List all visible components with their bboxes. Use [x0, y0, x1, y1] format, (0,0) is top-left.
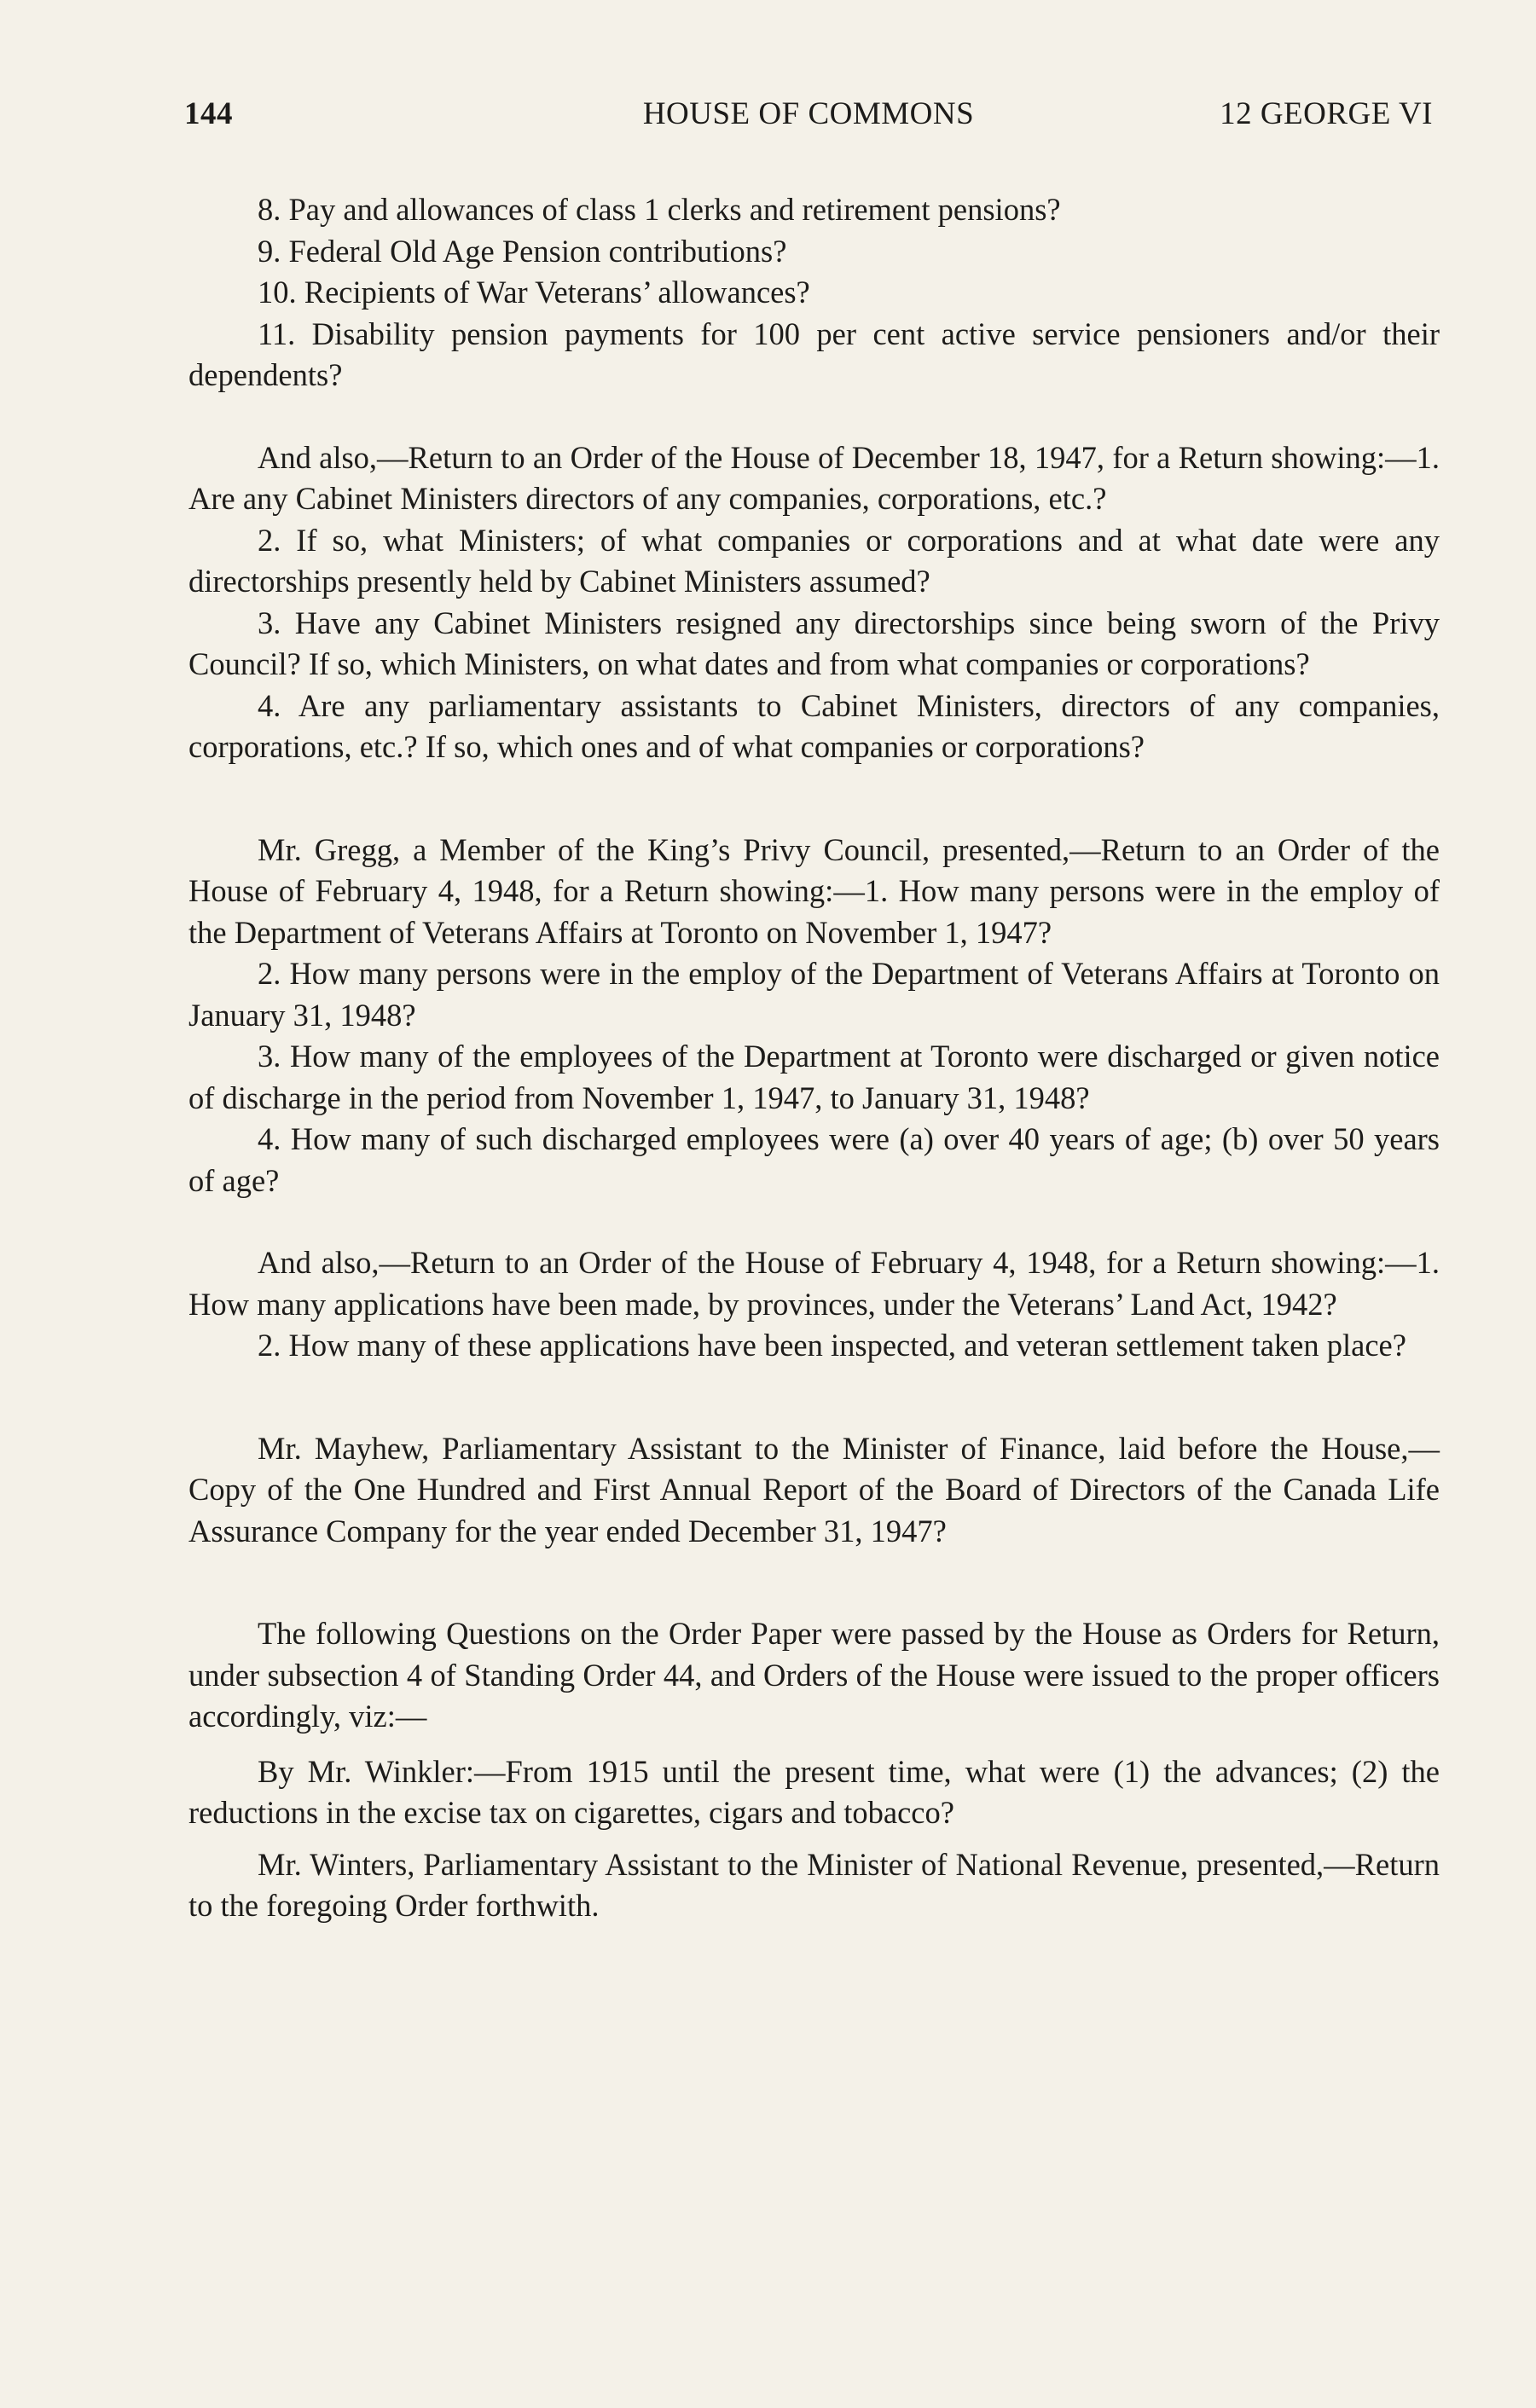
question-item: 2. How many of these applications have been inspected, and veteran settlement taken place? [258, 1328, 1406, 1363]
regnal-year: 12 GEORGE VI [1220, 96, 1433, 131]
presentation-paragraph: Mr. Mayhew, Parliamentary Assistant to the Minister of Finance, laid before the House,—Copy of the One Hundred and First Annual Report of the Board of Directors of the Canada Life Assurance Company for the year ended December 31, 1947? [188, 1430, 1440, 1548]
running-head [184, 96, 1433, 147]
journal-title: HOUSE OF COMMONS [642, 96, 975, 131]
question-item: 2. How many persons were in the employ of the Department of Veterans Affairs at Toronto on January 31, 1948? [188, 956, 1440, 1033]
question-item: 11. Disability pension payments for 100 per cent active service pensioners and/or their dependents? [188, 315, 1440, 392]
question-item: 4. How many of such discharged employees were (a) over 40 years of age; (b) over 50 years of age? [188, 1121, 1440, 1198]
question-item: 3. How many of the employees of the Department at Toronto were discharged or given notice of discharge in the period from November 1, 1947, to January 31, 1948? [188, 1039, 1440, 1115]
return-order-paragraph: And also,—Return to an Order of the House of February 4, 1948, for a Return showing:—1. How many applications have been made, by provinces, under the Veterans’ Land Act, 1942? [188, 1245, 1440, 1322]
question-item: 4. Are any parliamentary assistants to Cabinet Ministers, directors of any companies, corporations, etc.? If so, which ones and of what companies or corporations? [188, 687, 1440, 764]
question-item: 3. Have any Cabinet Ministers resigned any directorships since being sworn of the Privy Council? If so, which Ministers, on what dates and from what companies or corporations? [188, 605, 1440, 681]
return-order-paragraph: And also,—Return to an Order of the House of December 18, 1947, for a Return showing:—1. Are any Cabinet Ministers directors of any companies, corporations, etc.? [188, 439, 1440, 516]
journal-body [188, 189, 1440, 1927]
question-item: 10. Recipients of War Veterans’ allowances? [258, 275, 810, 310]
question-item: By Mr. Winkler:—From 1915 until the present time, what were (1) the advances; (2) the reductions in the excise tax on cigarettes, cigars and tobacco? [188, 1753, 1440, 1830]
question-item: 2. If so, what Ministers; of what companies or corporations and at what date were any directorships presently held by Cabinet Ministers assumed? [188, 522, 1440, 599]
presentation-paragraph: Mr. Gregg, a Member of the King’s Privy Council, presented,—Return to an Order of the House of February 4, 1948, for a Return showing:—1. How many persons were in the employ of the Department of Veterans Affairs at Toronto on November 1, 1947? [188, 831, 1440, 950]
page-number: 144 [184, 96, 233, 131]
question-item: 9. Federal Old Age Pension contributions? [258, 233, 787, 269]
question-item: 8. Pay and allowances of class 1 clerks and retirement pensions? [258, 192, 1061, 227]
orders-for-return-paragraph: The following Questions on the Order Paper were passed by the House as Orders for Return, under subsection 4 of Standing Order 44, and Orders of the House were issued to the proper officers accordingly, viz:— [188, 1616, 1440, 1734]
presentation-paragraph: Mr. Winters, Parliamentary Assistant to the Minister of National Revenue, presented,—Return to the foregoing Order forthwith. [188, 1846, 1440, 1923]
